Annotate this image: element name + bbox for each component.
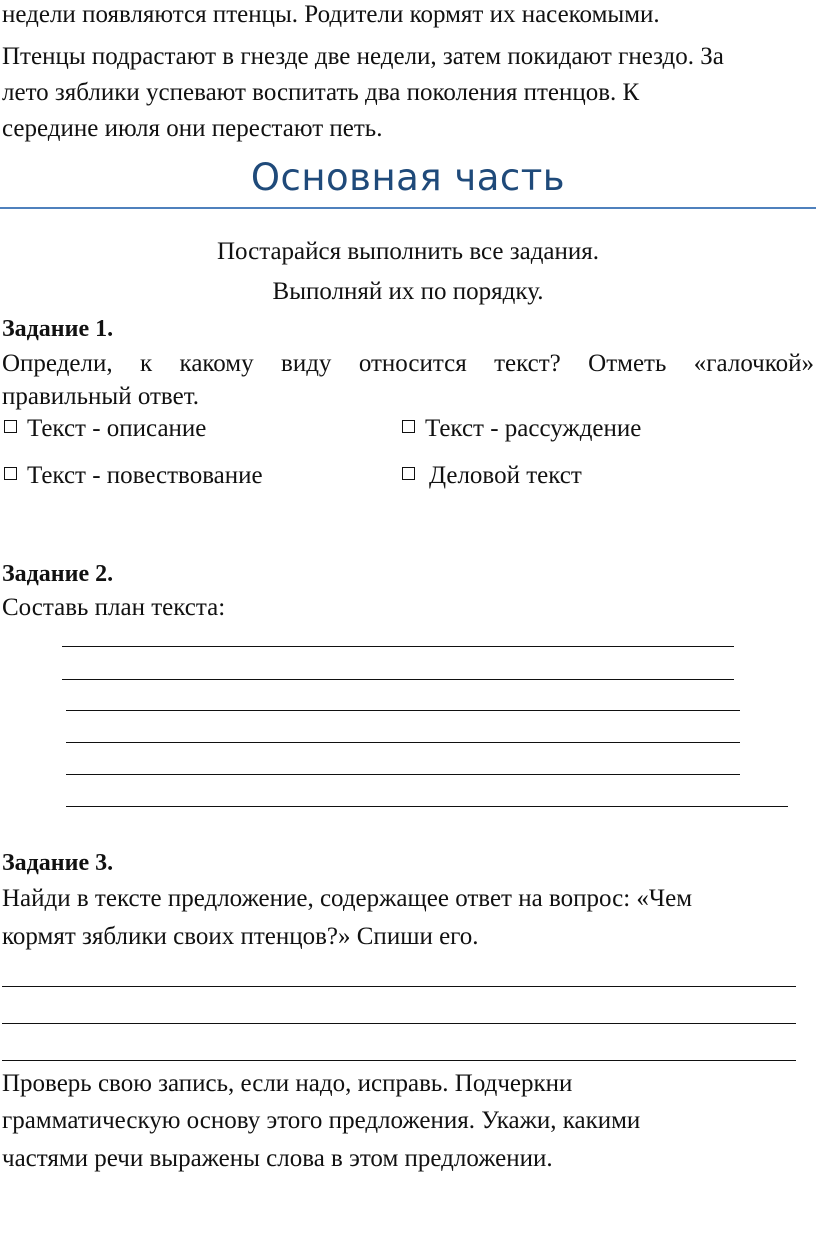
task3-followup-line-3: частями речи выражены слова в этом предложении. [2,1145,553,1172]
checkbox-icon[interactable] [4,467,17,480]
instruction-line-2: Выполняй их по порядку. [272,278,544,305]
answer-line[interactable] [2,1023,796,1024]
option-label: Деловой текст [429,462,582,489]
intro-line-1: недели появляются птенцы. Родители кормят их насекомыми. [2,1,660,28]
task1-question-line-2: правильный ответ. [2,383,199,410]
checkbox-icon[interactable] [402,467,415,480]
task3-followup-line-2: грамматическую основу этого предложения. Укажи, какими [2,1107,641,1134]
task2-prompt: Составь план текста: [2,594,226,621]
section-heading: Основная часть [250,156,566,199]
intro-line-3: лето зяблики успевают воспитать два поколения птенцов. К [2,79,640,106]
task3-prompt-line-1: Найди в тексте предложение, содержащее ответ на вопрос: «Чем [2,885,693,912]
task3-title: Задание 3. [2,850,114,876]
answer-line[interactable] [66,806,788,807]
task1-title: Задание 1. [2,316,114,342]
answer-line[interactable] [66,774,740,775]
intro-line-2: Птенцы подрастают в гнезде две недели, затем покидают гнездо. За [2,43,724,70]
task1-question-line-1: Определи, к какому виду относится текст? Отметь «галочкой» [2,350,814,377]
answer-line[interactable] [66,742,740,743]
task1-option-business[interactable] [402,461,582,491]
checkbox-icon[interactable] [402,420,415,433]
instruction-line-1: Постарайся выполнить все задания. [216,238,600,265]
answer-line[interactable] [66,710,740,711]
heading-divider [0,207,816,209]
answer-line[interactable] [2,986,796,987]
checkbox-icon[interactable] [4,420,17,433]
task3-prompt-line-2: кормят зяблики своих птенцов?» Спиши его. [2,923,479,950]
option-label: Текст - рассуждение [425,415,642,442]
task2-title: Задание 2. [2,561,114,587]
option-label: Текст - повествование [27,462,263,489]
answer-line[interactable] [2,1060,796,1061]
task1-option-description[interactable] [4,414,206,444]
intro-line-4: середине июля они перестают петь. [2,115,383,142]
task1-option-narrative[interactable] [4,461,263,491]
answer-line[interactable] [62,646,734,647]
task1-option-reasoning[interactable] [402,414,641,444]
option-label: Текст - описание [27,415,207,442]
task3-followup-line-1: Проверь свою запись, если надо, исправь. Подчеркни [2,1070,573,1097]
answer-line[interactable] [62,679,734,680]
